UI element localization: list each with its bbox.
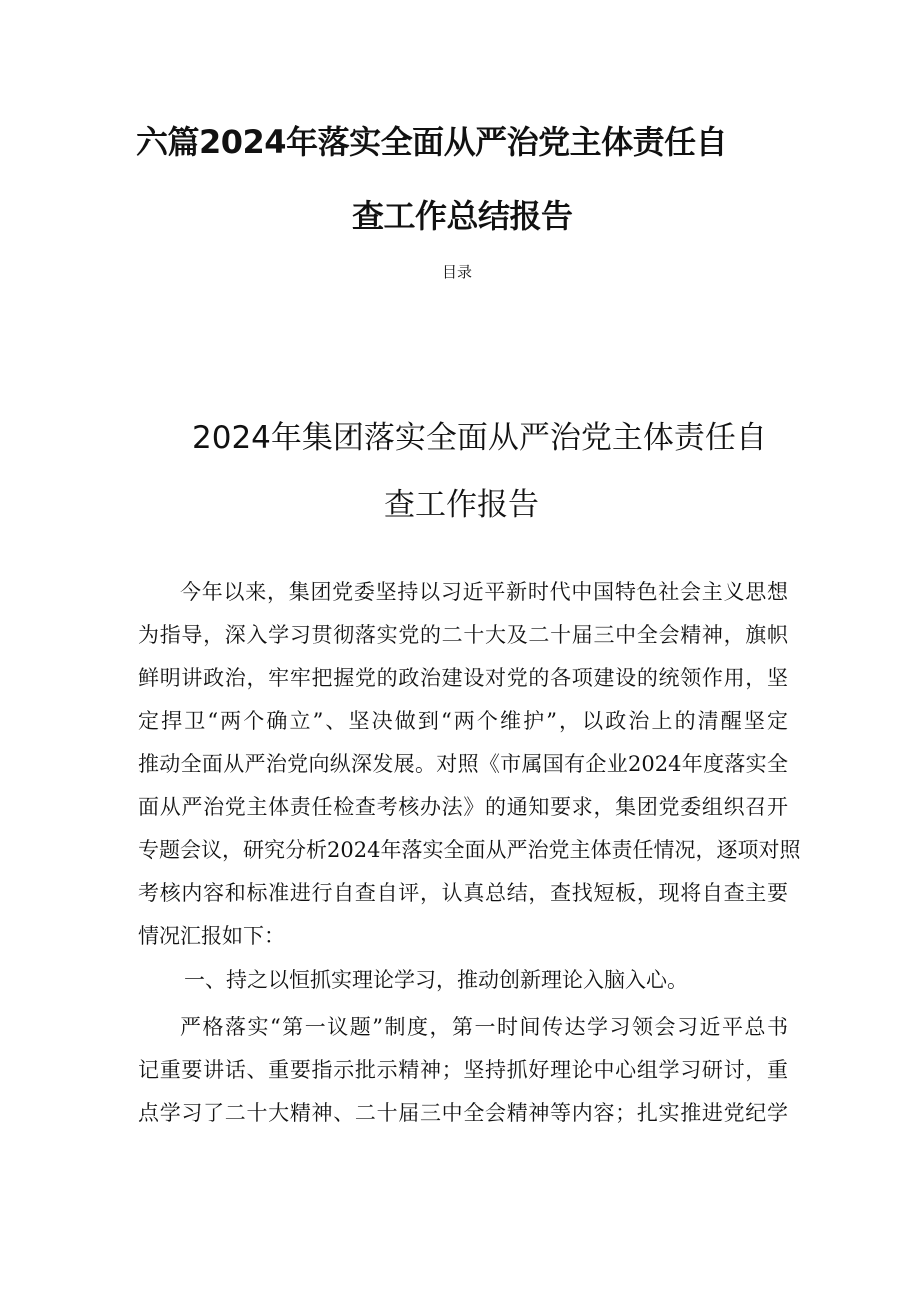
main-title-line-2: 查工作总结报告 [352, 197, 573, 235]
report-title-line-1: 2024年集团落实全面从严治党主体责任自 [192, 420, 767, 456]
paragraph-1-line: 定捍卫“两个确立”、坚决做到“两个维护”，以政治上的清醒坚定 [138, 709, 788, 733]
paragraph-1-line: 考核内容和标准进行自查自评，认真总结，查找短板，现将自查主要 [138, 881, 788, 905]
toc-label: 目录 [442, 263, 473, 281]
paragraph-2-line: 记重要讲话、重要指示批示精神；坚持抓好理论中心组学习研讨，重 [138, 1058, 788, 1082]
paragraph-1-line: 鲜明讲政治，牢牢把握党的政治建设对党的各项建设的统领作用，坚 [138, 666, 788, 690]
paragraph-1-line: 为指导，深入学习贯彻落实党的二十大及二十届三中全会精神，旗帜 [138, 623, 788, 647]
main-title-line-1: 六篇2024年落实全面从严治党主体责任自 [136, 123, 728, 161]
paragraph-1-line: 今年以来，集团党委坚持以习近平新时代中国特色社会主义思想 [180, 580, 788, 604]
paragraph-1-line: 情况汇报如下： [138, 924, 285, 948]
paragraph-1-line: 面从严治党主体责任检查考核办法》的通知要求，集团党委组织召开 [138, 795, 788, 819]
paragraph-1-line: 专题会议，研究分析2024年落实全面从严治党主体责任情况，逐项对照 [138, 838, 801, 862]
report-title-line-2: 查工作报告 [384, 487, 539, 523]
section-1-heading: 一、持之以恒抓实理论学习，推动创新理论入脑入心。 [184, 968, 688, 992]
paragraph-2-line: 点学习了二十大精神、二十届三中全会精神等内容；扎实推进党纪学 [138, 1101, 788, 1125]
paragraph-1-line: 推动全面从严治党向纵深发展。对照《市属国有企业2024年度落实全 [138, 752, 788, 776]
paragraph-2-line: 严格落实“第一议题”制度，第一时间传达学习领会习近平总书 [180, 1015, 788, 1039]
